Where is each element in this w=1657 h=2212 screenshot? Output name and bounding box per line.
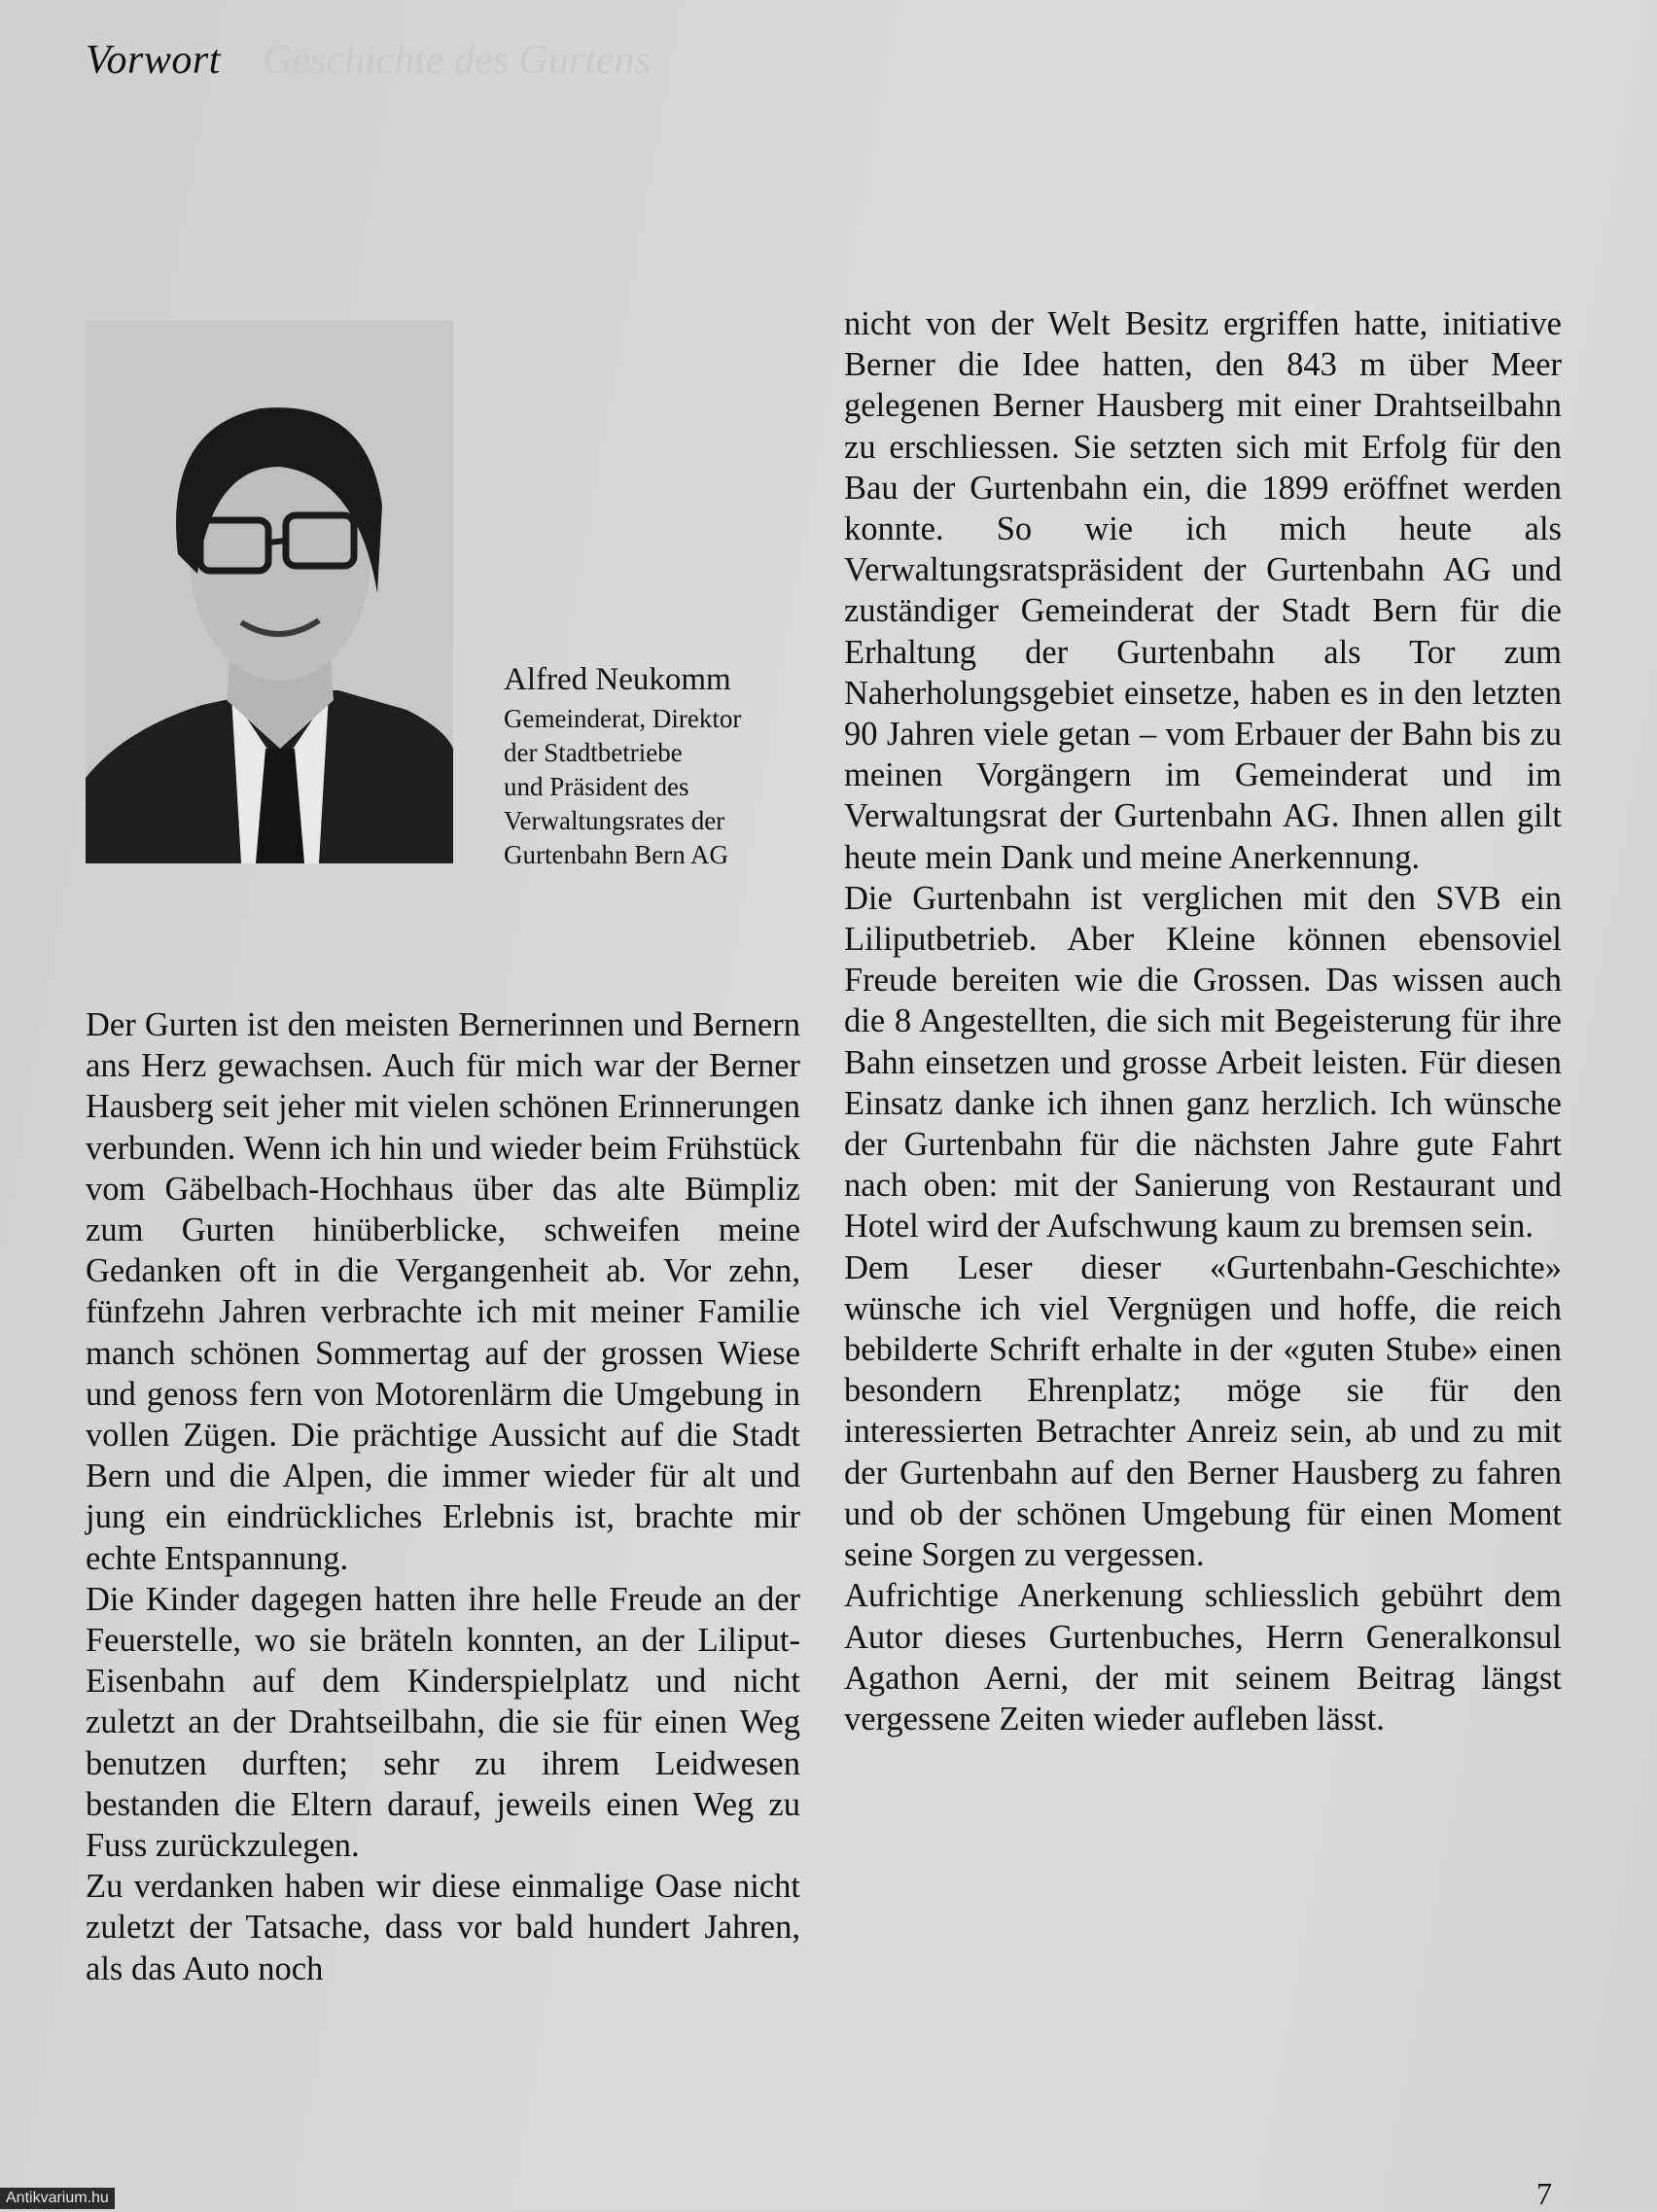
role-line: Gurtenbahn Bern AG bbox=[504, 840, 728, 869]
role-line: der Stadtbetriebe bbox=[504, 738, 683, 767]
paragraph: Die Kinder dagegen hatten ihre helle Freude an der Feuerstelle, wo sie bräteln konnten, an der Liliput-Eisenbahn auf dem Kinderspielplatz und nicht zuletzt an der Drahtseilbahn, die sie für einen Weg benutzen durften; sehr zu ihrem Leidwesen bestanden die Eltern darauf, jeweils einen Weg zu Fuss zurückzulegen. bbox=[86, 1580, 800, 1865]
page-number: 7 bbox=[1536, 2176, 1552, 2211]
page-heading: Vorwort bbox=[86, 38, 221, 83]
watermark-label: Antikvarium.hu bbox=[0, 2188, 115, 2209]
left-text-column bbox=[86, 1004, 800, 1989]
right-text-column bbox=[844, 303, 1562, 1739]
paragraph: Die Gurtenbahn ist verglichen mit den SVB ein Liliputbetrieb. Aber Kleine können ebensoviel Freude bereiten wie die Grossen. Das wissen auch die 8 Angestellten, die sich mit Begeisterung für ihre Bahn einsetzen und grosse Arbeit leisten. Für diesen Einsatz danke ich ihnen ganz herzlich. Ich wünsche der Gurtenbahn für die nächsten Jahre gute Fahrt nach oben: mit der Sanierung von Restaurant und Hotel wird der Aufschwung kaum zu bremsen sein. bbox=[844, 879, 1562, 1246]
paragraph: nicht von der Welt Besitz ergriffen hatte, initiative Berner die Idee hatten, den 843 m über Meer gelegenen Berner Hausberg mit einer Drahtseilbahn zu erschliessen. Sie setzten sich mit Erfolg für den Bau der Gurtenbahn ein, die 1899 eröffnet werden konnte. So wie ich mich heute als Verwaltungsratspräsident der Gurtenbahn AG und zuständiger Gemeinderat der Stadt Bern für die Erhaltung der Gurtenbahn als Tor zum Naherholungsgebiet einsetze, haben es in den letzten 90 Jahren viele getan – vom Erbauer der Bahn bis zu meinen Vorgängern im Gemeinderat und im Verwaltungsrat der Gurtenbahn AG. Ihnen allen gilt heute mein Dank und meine Anerkennung. bbox=[844, 305, 1562, 876]
author-name: Alfred Neukomm bbox=[504, 662, 731, 697]
show-through-heading: Geschichte des Gurtens bbox=[263, 38, 651, 83]
portrait-caption bbox=[504, 659, 815, 872]
role-line: und Präsident des bbox=[504, 772, 689, 801]
author-portrait-photo bbox=[86, 321, 453, 863]
paragraph: Dem Leser dieser «Gurtenbahn-Geschichte» wünsche ich viel Vergnügen und hoffe, die reich bebilderte Schrift erhalte in der «guten Stube» einen besondern Ehrenplatz; möge sie für den interessierten Betrachter Anreiz sein, ab und zu mit der Gurtenbahn auf den Berner Hausberg zu fahren und ob der schönen Umgebung für einen Moment seine Sorgen zu vergessen. bbox=[844, 1248, 1562, 1574]
role-line: Verwaltungsrates der bbox=[504, 806, 725, 835]
paragraph: Zu verdanken haben wir diese einmalige Oase nicht zuletzt der Tatsache, dass vor bald hundert Jahren, als das Auto noch bbox=[86, 1868, 800, 1987]
author-role bbox=[504, 702, 815, 872]
role-line: Gemeinderat, Direktor bbox=[504, 704, 742, 733]
paragraph: Der Gurten ist den meisten Bernerinnen und Bernern ans Herz gewachsen. Auch für mich war der Berner Hausberg seit jeher mit vielen schönen Erinnerungen verbunden. Wenn ich hin und wieder beim Frühstück vom Gäbelbach-Hochhaus über das alte Bümpliz zum Gurten hinüberblicke, schweifen meine Gedanken oft in die Vergangenheit ab. Vor zehn, fünfzehn Jahren verbrachte ich mit meiner Familie manch schönen Sommertag auf der grossen Wiese und genoss fern von Motorenlärm die Umgebung in vollen Zügen. Die prächtige Aussicht auf die Stadt Bern und die Alpen, die immer wieder für alt und jung ein eindrückliches Erlebnis ist, brachte mir echte Entspannung. bbox=[86, 1006, 800, 1577]
paragraph: Aufrichtige Anerkenung schliesslich gebührt dem Autor dieses Gurtenbuches, Herrn Generalkonsul Agathon Aerni, der mit seinem Beitrag längst vergessene Zeiten wieder aufleben lässt. bbox=[844, 1577, 1562, 1738]
